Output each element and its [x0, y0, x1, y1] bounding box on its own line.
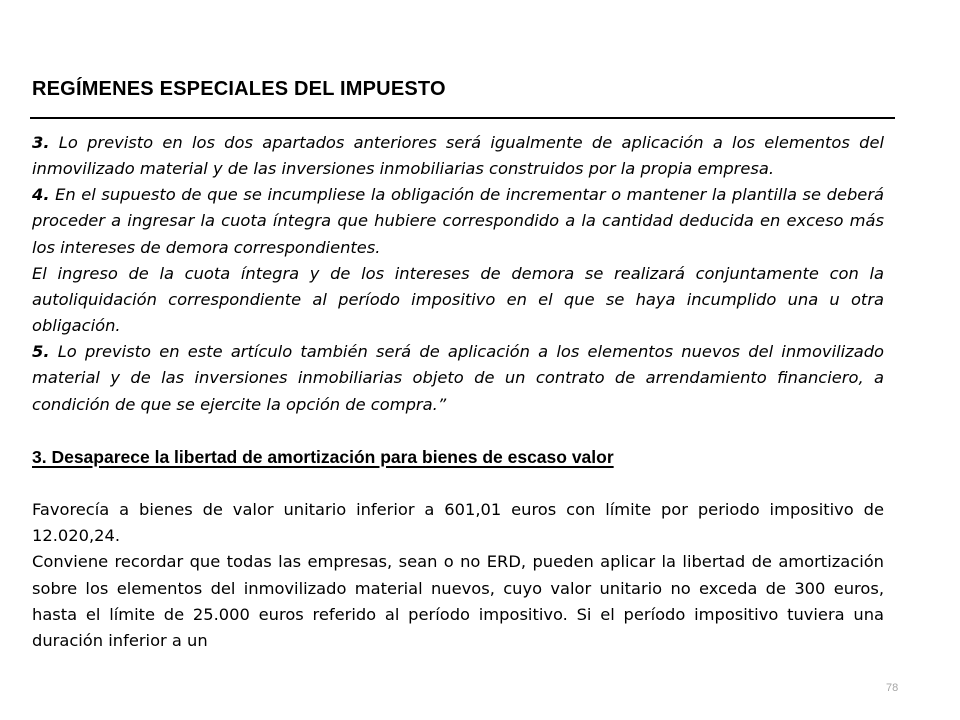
document-body: [32, 130, 884, 654]
spacer: [32, 471, 884, 497]
paragraph-4: [32, 182, 884, 260]
paragraph-4-continuation: El ingreso de la cuota íntegra y de los intereses de demora se realizará conjuntamente con la autoliquidación correspondiente al período impositivo en el que se haya incumplido una u otra obligación.: [32, 263, 884, 336]
paragraph-5: [32, 339, 884, 417]
page-title: REGÍMENES ESPECIALES DEL IMPUESTO: [32, 78, 446, 100]
page-number: 78: [886, 682, 899, 694]
paragraph-4-number: 4.: [32, 185, 50, 205]
paragraph-4-text: En el supuesto de que se incumpliese la obligación de incrementar o mantener la plantilla se deberá proceder a ingresar la cuota íntegra que hubiere correspondido a la cantidad deducida en exceso más los intereses de demora correspondientes.: [32, 185, 884, 257]
title-divider: [30, 117, 895, 119]
paragraph-5-text: Lo previsto en este artículo también será de aplicación a los elementos nuevos del inmovilizado material y de las inversiones inmobiliarias objeto de un contrato de arrendamiento financiero, a condición de que se ejercite la opción de compra.”: [32, 342, 884, 414]
paragraph-5-number: 5.: [32, 342, 50, 362]
section-heading-line: [32, 444, 884, 471]
spacer: [32, 418, 884, 444]
paragraph-3: [32, 130, 884, 182]
paragraph-3-number: 3.: [32, 133, 50, 152]
section-heading: 3. Desaparece la libertad de amortización para bienes de escaso valor: [32, 446, 614, 467]
section-paragraph-1: Favorecía a bienes de valor unitario inferior a 601,01 euros con límite por periodo impositivo de 12.020,24.: [32, 500, 884, 546]
paragraph-3-text: Lo previsto en los dos apartados anteriores será igualmente de aplicación a los elementos del inmovilizado material y de las inversiones inmobiliarias construidos por la propia empresa.: [32, 133, 884, 179]
section-paragraph-2: Conviene recordar que todas las empresas, sean o no ERD, pueden aplicar la libertad de amortización sobre los elementos del inmovilizado material nuevos, cuyo valor unitario no exceda de 300 euros, hasta el límite de 25.000 euros referido al período impositivo. Si el período impositivo tuviera una duración inferior a un: [32, 552, 884, 650]
